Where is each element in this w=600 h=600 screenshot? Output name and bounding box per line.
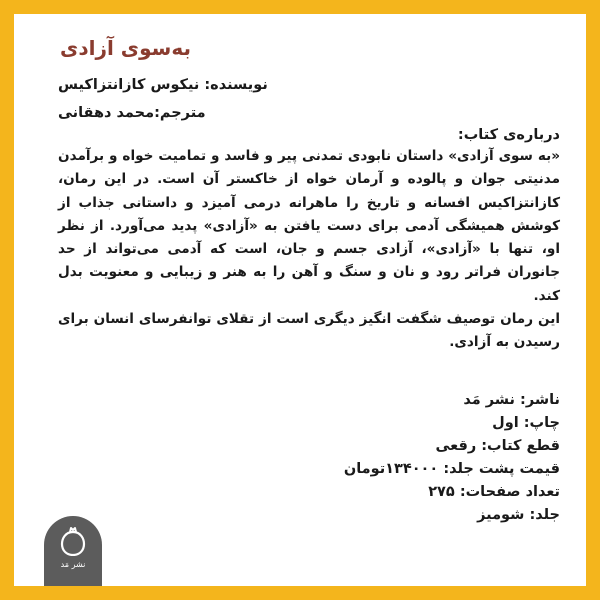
pomegranate-icon: [59, 526, 87, 556]
price-line: قیمت پشت جلد: ۱۳۴۰۰۰تومان: [343, 460, 560, 477]
book-title: به‌سوی آزادی: [60, 36, 191, 60]
translator-line: مترجم:محمد دهقانی: [58, 105, 206, 121]
logo-text: نشر مَد: [60, 560, 86, 569]
edition-line: چاپ: اول: [492, 414, 560, 431]
description-paragraph: «به سوی آزادی» داستان نابودی تمدنی پیر و فاسد و تمامیت خواه و برآمدن مدنیتی جوان و پالوده و آرمان خواه از خاکستر آن است. در این رمان، کازانتزاکیس افسانه و تاریخ را ماهرانه درمی آمیزد و داستانی جذاب از کوشش همیشگی آدمی برای دست یافتن به «آزادی» پدید می‌آورد. از نظر او، تنها با «آزادی»، آزادی جسم و جان، است که آدمی می‌تواند از حد جانوران فراتر رود و نان و سنگ و آهن را به هنر و زیبایی و معنویت بدل کند.: [58, 148, 560, 304]
author-line: نویسنده: نیکوس کازانتزاکیس: [58, 77, 268, 93]
title-wrap: [60, 36, 560, 60]
description-paragraph-2: این رمان توصیف شگفت انگیز دیگری است از تقلای توانفرسای انسان برای رسیدن به آزادی.: [58, 311, 560, 351]
format-line: قطع کتاب: رقعی: [435, 437, 560, 454]
pages-line: تعداد صفحات: ۲۷۵: [428, 483, 560, 500]
about-label: درباره‌ی کتاب:: [457, 127, 560, 143]
book-info-content: [58, 36, 560, 527]
cover-line: جلد: شومیز: [477, 506, 560, 523]
publisher-line: ناشر: نشر مَد: [463, 391, 560, 408]
book-info-card: [14, 14, 586, 586]
book-details: [58, 389, 560, 527]
publisher-logo: [44, 516, 102, 586]
